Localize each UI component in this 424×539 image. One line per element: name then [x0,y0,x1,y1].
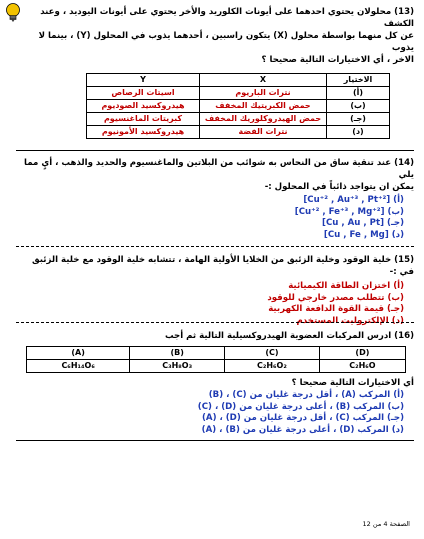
divider [16,246,414,247]
q13-y-d: هيدروكسيد الأمونيوم [87,126,200,139]
divider [16,322,414,323]
question-16 [16,330,414,435]
q15-options [16,280,414,326]
q16-option-b[interactable]: (ب) المركب (B) ، أعلى درجة غليان من (D) ، (C) [197,401,404,412]
question-15 [16,254,414,326]
q16-line-1: (16) ادرس المركبات العضوية الهيدروكسيلية التالية ثم أجب [164,331,414,341]
table-row [87,87,390,100]
q13-x-d: نترات الفضة [200,126,327,139]
q14-line-2: يمكن ان يتواجد ذائباً في المحلول :- [264,182,414,192]
q13-choice-c[interactable]: (جـ) [327,113,390,126]
q13-choice-a[interactable]: (أ) [327,87,390,100]
q13-choice-d[interactable]: (د) [327,126,390,139]
q15-option-c[interactable]: (جـ) قيمة القوة الدافعة الكهربية [268,304,404,314]
q15-option-d[interactable]: (د) الإلكتروليت المستخدم [296,315,404,326]
q13-header-y: Y [87,74,200,87]
q15-option-b[interactable]: (ب) تتطلب مصدر خارجي للوقود [267,292,404,303]
q13-x-b: حمض الكبريتيك المخفف [200,100,327,113]
q13-choice-b[interactable]: (ب) [327,100,390,113]
q15-option-a[interactable]: (أ) اختزان الطاقة الكيميائية [288,281,404,291]
q14-option-a[interactable]: (أ) [Cu⁺² , Au⁺³ , Pt⁺²] [303,195,404,205]
q14-options [16,194,414,240]
q16-option-c[interactable]: (جـ) المركب (C) ، أقل درجة غليان من (D) ، (A) [201,413,404,423]
table-row [87,100,390,113]
q13-line-1: (13) محلولان يحتوي احدهما على أيونات الكلوريد والأخر يحتوي على أيونات اليوديد ، وعند الكشف [40,7,414,29]
q16-header-a: (A) [27,347,130,360]
question-13 [16,6,414,139]
q13-table [86,73,390,139]
q16-options [16,389,414,435]
q13-x-a: نترات الباريوم [200,87,327,100]
q16-table [26,346,406,373]
q16-header-d: (D) [319,347,405,360]
q13-line-2: عن كل منهما بواسطة محلول (X) يتكون راسبين ، أحدهما يذوب في المحلول (Y) ، بينما لا يذوب [38,31,414,53]
q16-option-a[interactable]: (أ) المركب (A) ، أقل درجة غليان من (C) ، (B) [208,390,404,400]
q16-header-b: (B) [130,347,225,360]
table-row [87,126,390,139]
q16-header-c: (C) [225,347,320,360]
q14-option-c[interactable]: (جـ) [Cu , Au , Pt] [322,218,404,228]
q16-option-d[interactable]: (د) المركب (D) ، أعلى درجة غليان من (B) ، (A) [201,424,404,435]
q14-option-b[interactable]: (ب) [Cu⁺² , Fe⁺³ , Mg⁺²] [294,206,404,217]
divider [16,150,414,151]
q16-formula-a: C₆H₁₄O₆ [27,360,130,373]
q16-question: أي الاختيارات التالية صحيحا ؟ [291,378,414,388]
q13-y-b: هيدروكسيد الصوديوم [87,100,200,113]
q14-option-d[interactable]: (د) [Cu , Fe , Mg] [323,229,404,240]
divider [16,440,414,441]
q13-header-choice: الاختيار [327,74,390,87]
q16-formula-b: C₃H₈O₃ [130,360,225,373]
q13-y-c: كبريتات الماغنسيوم [87,113,200,126]
page-number: الصفحة 4 من 12 [362,520,410,528]
q14-line-1: (14) عند تنقية ساق من النحاس به شوائب من البلاتين والماغنسيوم والحديد والذهب ، أيٍ مما يلي [24,158,414,180]
q13-header-x: X [200,74,327,87]
table-row [87,113,390,126]
q13-y-a: اسيتات الرصاص [87,87,200,100]
q13-line-3: الاخر ، أي الاختيارات التالية صحيحا ؟ [261,55,414,65]
q13-x-c: حمض الهيدروكلوريك المخفف [200,113,327,126]
table-row [27,360,406,373]
question-14 [16,157,414,240]
q16-formula-d: C₂H₆O [319,360,405,373]
q16-header-row [27,347,406,360]
q15-line-1: (15) خلية الوقود وخلية الزئبق من الخلايا الأولية الهامة ، تتشابه خلية الوقود مع خلية الزئبق في :- [32,255,414,277]
q13-header-row [87,74,390,87]
q16-formula-c: C₂H₆O₂ [225,360,320,373]
